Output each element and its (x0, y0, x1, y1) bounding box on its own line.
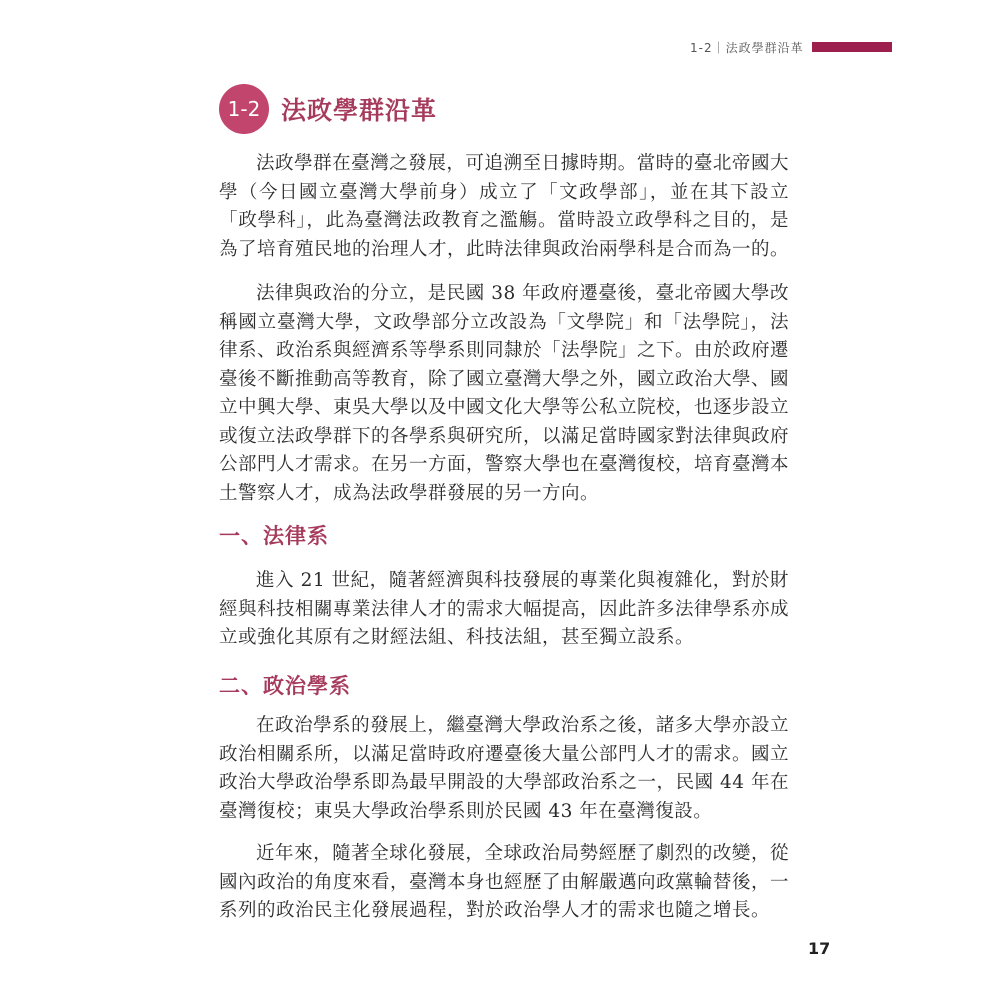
intro-paragraph-1: 法政學群在臺灣之發展，可追溯至日據時期。當時的臺北帝國大學（今日國立臺灣大學前身）成立了「文政學部」，並在其下設立「政學科」，此為臺灣法政教育之濫觴。當時設立政學科之目的，是為了培育殖民地的治理人才，此時法律與政治兩學科是合而為一的。 (219, 153, 790, 260)
section-heading (219, 84, 437, 134)
section-title: 法政學群沿革 (281, 96, 438, 125)
political-science-paragraph-1: 在政治學系的發展上，繼臺灣大學政治系之後，諸多大學亦設立政治相關系所，以滿足當時政府遷臺後大量公部門人才的需求。國立政治大學政治學系即為最早開設的大學部政治系之一，民國 44 年在臺灣復校；東吳大學政治學系則於民國 43 年在臺灣復設。 (219, 715, 790, 822)
running-header-accent-bar (812, 42, 892, 52)
subheading-political-science-department: 二、政治學系 (219, 674, 351, 698)
running-header (690, 40, 892, 54)
running-header-title: 1-2｜法政學群沿革 (690, 40, 804, 55)
intro-paragraph-2: 法律與政治的分立，是民國 38 年政府遷臺後，臺北帝國大學改稱國立臺灣大學，文政學部分立改設為「文學院」和「法學院」，法律系、政治系與經濟系等學系則同隸於「法學院」之下。由於政府遷臺後不斷推動高等教育，除了國立臺灣大學之外，國立政治大學、國立中興大學、東吳大學以及中國文化大學等公私立院校，也逐步設立或復立法政學群下的各學系與研究所，以滿足當時國家對法律與政府公部門人才需求。在另一方面，警察大學也在臺灣復校，培育臺灣本土警察人才，成為法政學群發展的另一方向。 (219, 283, 790, 504)
political-science-paragraph-2: 近年來，隨著全球化發展，全球政治局勢經歷了劇烈的改變，從國內政治的角度來看，臺灣本身也經歷了由解嚴邁向政黨輪替後，一系列的政治民主化發展過程，對於政治學人才的需求也隨之增長。 (219, 843, 790, 921)
section-number-badge: 1-2 (219, 84, 269, 134)
law-department-paragraph: 進入 21 世紀，隨著經濟與科技發展的專業化與複雜化，對於財經與科技相關專業法律人才的需求大幅提高，因此許多法律學系亦成立或強化其原有之財經法組、科技法組，甚至獨立設系。 (219, 570, 790, 648)
subheading-law-department: 一、法律系 (219, 524, 329, 548)
page-number: 17 (808, 939, 831, 958)
